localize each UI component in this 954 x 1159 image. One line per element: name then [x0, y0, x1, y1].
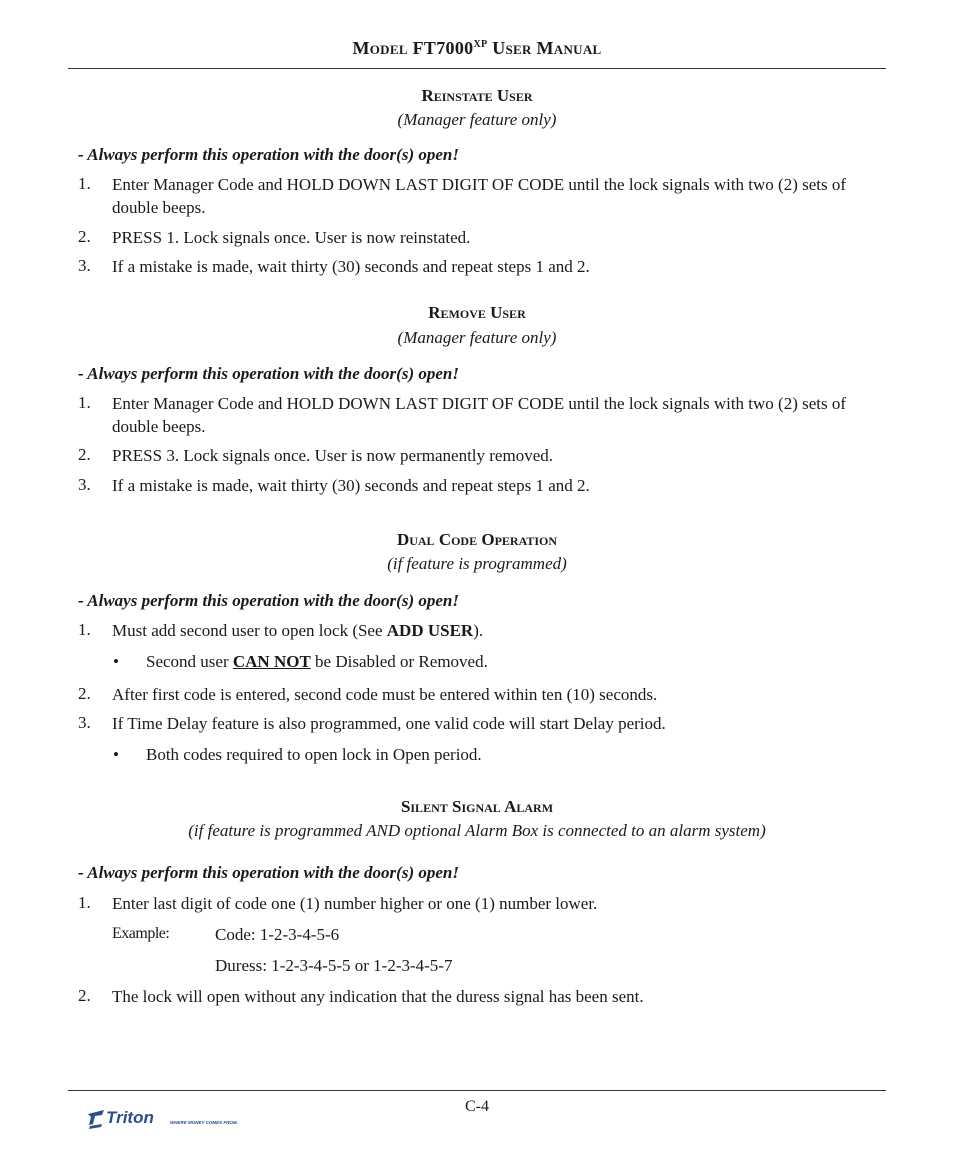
section-subtitle: (if feature is programmed AND optional Alarm Box is connected to an alarm system) [188, 821, 766, 840]
header-model-word: Model [352, 38, 408, 58]
step-number: 2. [78, 684, 91, 703]
warning-text: - Always perform this operation with the door(s) open! [78, 364, 459, 383]
section-subtitle: (Manager feature only) [397, 110, 557, 129]
step-number: 1. [78, 893, 91, 912]
step-text: If a mistake is made, wait thirty (30) seconds and repeat steps 1 and 2. [112, 476, 590, 495]
step-text-post: ). [473, 621, 484, 640]
header-model-number: FT7000 [412, 38, 474, 58]
step-number: 1. [78, 393, 91, 412]
warning-text: - Always perform this operation with the door(s) open! [78, 863, 459, 882]
section-subtitle: (Manager feature only) [397, 328, 557, 347]
step-number: 3. [78, 475, 91, 494]
step-number: 2. [78, 445, 91, 464]
section-title-silent-signal-alarm: Silent Signal Alarm [400, 797, 554, 816]
bullet-icon: • [113, 652, 119, 671]
bullet-icon: • [113, 745, 119, 764]
can-not-emphasis: CAN NOT [232, 652, 311, 671]
page-number: C-4 [465, 1098, 489, 1115]
header-model-sup: XP [473, 39, 488, 50]
header-divider [68, 68, 886, 69]
step-number: 1. [78, 620, 91, 639]
step-number: 3. [78, 256, 91, 275]
bullet-text-pre: Second user [146, 652, 233, 671]
step-number: 2. [78, 986, 91, 1005]
step-text-pre: Must add second user to open lock (See [112, 621, 387, 640]
footer-divider [68, 1090, 886, 1091]
section-title-reinstate-user: Reinstate User [421, 86, 533, 105]
logo-tagline: WHERE MONEY COMES FROM. [170, 1120, 238, 1125]
logo-wordmark: Triton [106, 1108, 154, 1127]
step-text: Enter Manager Code and HOLD DOWN LAST DIGIT OF CODE until the lock signals with two (2) sets of double beeps. [112, 394, 847, 436]
example-code: Code: 1-2-3-4-5-6 [215, 925, 340, 944]
step-text: Enter last digit of code one (1) number higher or one (1) number lower. [112, 894, 598, 913]
section-subtitle: (if feature is programmed) [387, 554, 567, 573]
section-title-dual-code-operation: Dual Code Operation [396, 530, 558, 549]
step-text: PRESS 3. Lock signals once. User is now permanently removed. [112, 446, 553, 465]
triton-logo-graphic [86, 1106, 256, 1132]
triton-logo [86, 1106, 256, 1132]
section-title-remove-user: Remove User [428, 303, 526, 322]
step-text: The lock will open without any indication that the duress signal has been sent. [112, 987, 644, 1006]
bullet-text: Both codes required to open lock in Open period. [146, 745, 482, 764]
step-text: Enter Manager Code and HOLD DOWN LAST DIGIT OF CODE until the lock signals with two (2) sets of double beeps. [112, 175, 847, 217]
step-number: 3. [78, 713, 91, 732]
step-text: After first code is entered, second code must be entered within ten (10) seconds. [112, 685, 658, 704]
bullet-text [146, 652, 488, 672]
bullet-text-post: be Disabled or Removed. [310, 652, 488, 671]
step-number: 2. [78, 227, 91, 246]
step-number: 1. [78, 174, 91, 193]
warning-text: - Always perform this operation with the door(s) open! [78, 145, 459, 164]
add-user-reference: ADD USER [386, 621, 474, 640]
step-text: If a mistake is made, wait thirty (30) seconds and repeat steps 1 and 2. [112, 257, 590, 276]
step-text: If Time Delay feature is also programmed, one valid code will start Delay period. [112, 714, 666, 733]
page-header-title [0, 38, 954, 59]
example-label: Example: [112, 925, 170, 942]
example-duress: Duress: 1-2-3-4-5-5 or 1-2-3-4-5-7 [215, 956, 453, 975]
warning-text: - Always perform this operation with the door(s) open! [78, 591, 459, 610]
step-text: PRESS 1. Lock signals once. User is now reinstated. [112, 228, 471, 247]
step-text [112, 619, 887, 642]
header-title-rest: User Manual [492, 38, 602, 58]
